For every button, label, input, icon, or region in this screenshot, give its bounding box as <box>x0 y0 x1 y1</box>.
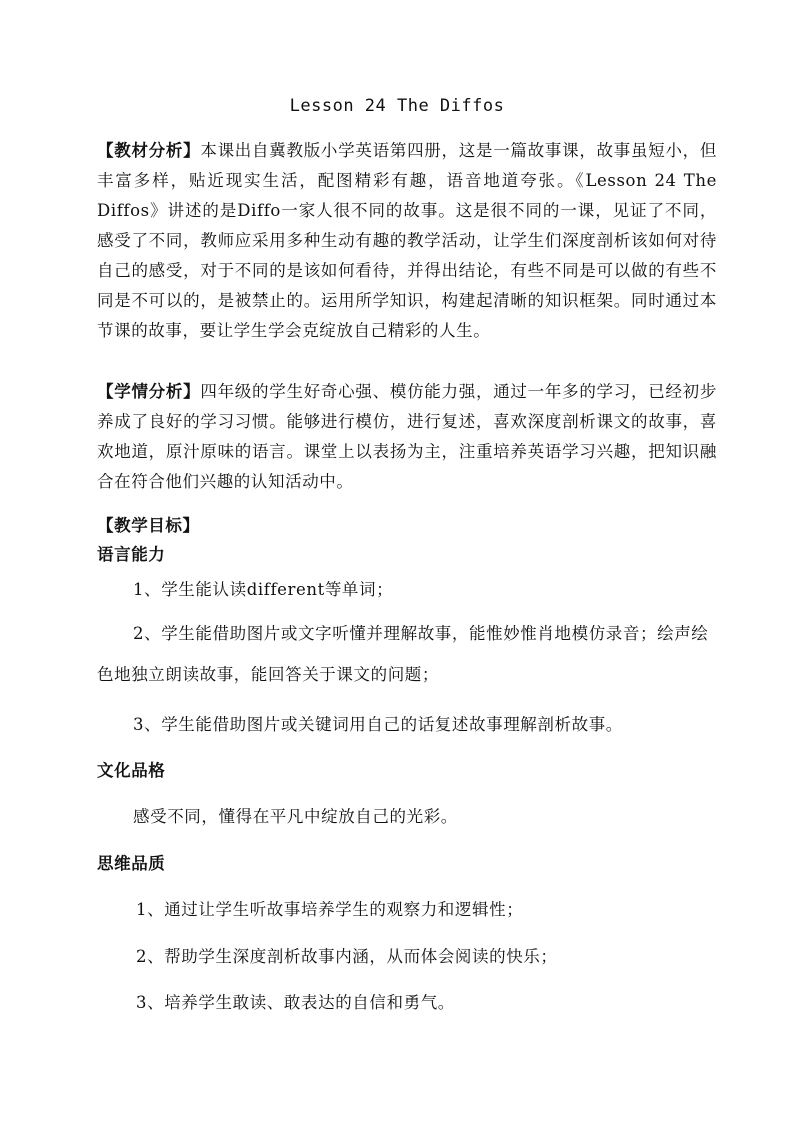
student-analysis-paragraph <box>97 377 717 497</box>
culture-heading: 文化品格 <box>97 761 166 780</box>
thinking-item-1: 1、通过让学生听故事培养学生的观察力和逻辑性； <box>136 900 524 919</box>
language-ability-heading: 语言能力 <box>97 545 166 564</box>
culture-item-1: 感受不同，懂得在平凡中绽放自己的光彩。 <box>133 807 458 826</box>
language-item-1: 1、学生能认读different等单词； <box>133 580 394 599</box>
thinking-item-2: 2、帮助学生深度剖析故事内涵，从而体会阅读的快乐； <box>136 947 558 966</box>
material-analysis-text: 本课出自冀教版小学英语第四册，这是一篇故事课，故事虽短小，但丰富多样，贴近现实生活，配图精彩有趣，语音地道夸张。《Lesson 24 The Diffos》讲述的是Diffo一家人很不同的故事。这是很不同的一课，见证了不同，感受了不同，教师应采用多种生动有趣的教学活动，让学生们深度剖析该如何对待自己的感受，对于不同的是该如何看待，并得出结论，有些不同是可以做的有些不同是不可以的，是被禁止的。运用所学知识，构建起清晰的知识框架。同时通过本节课的故事，要让学生学会克绽放自己精彩的人生。 <box>97 141 717 340</box>
thinking-heading: 思维品质 <box>97 854 166 873</box>
student-analysis-text: 四年级的学生好奇心强、模仿能力强，通过一年多的学习，已经初步养成了良好的学习习惯。能够进行模仿，进行复述，喜欢深度剖析课文的故事，喜欢地道，原汁原味的语言。课堂上以表扬为主，注重培养英语学习兴趣，把知识融合在符合他们兴趣的认知活动中。 <box>97 382 717 491</box>
language-item-2: 2、学生能借助图片或文字听懂并理解故事，能惟妙惟肖地模仿录音；绘声绘色地独立朗读故事，能回答关于课文的问题； <box>97 624 709 684</box>
page-title: Lesson 24 The Diffos <box>289 96 505 116</box>
thinking-item-3: 3、培养学生敢读、敢表达的自信和勇气。 <box>136 993 455 1012</box>
teaching-goals-heading: 【教学目标】 <box>97 516 200 535</box>
material-analysis-paragraph <box>97 136 717 346</box>
student-analysis-heading: 【学情分析】 <box>97 382 201 401</box>
language-item-3: 3、学生能借助图片或关键词用自己的话复述故事理解剖析故事。 <box>133 715 623 734</box>
material-analysis-heading: 【教材分析】 <box>97 141 201 160</box>
